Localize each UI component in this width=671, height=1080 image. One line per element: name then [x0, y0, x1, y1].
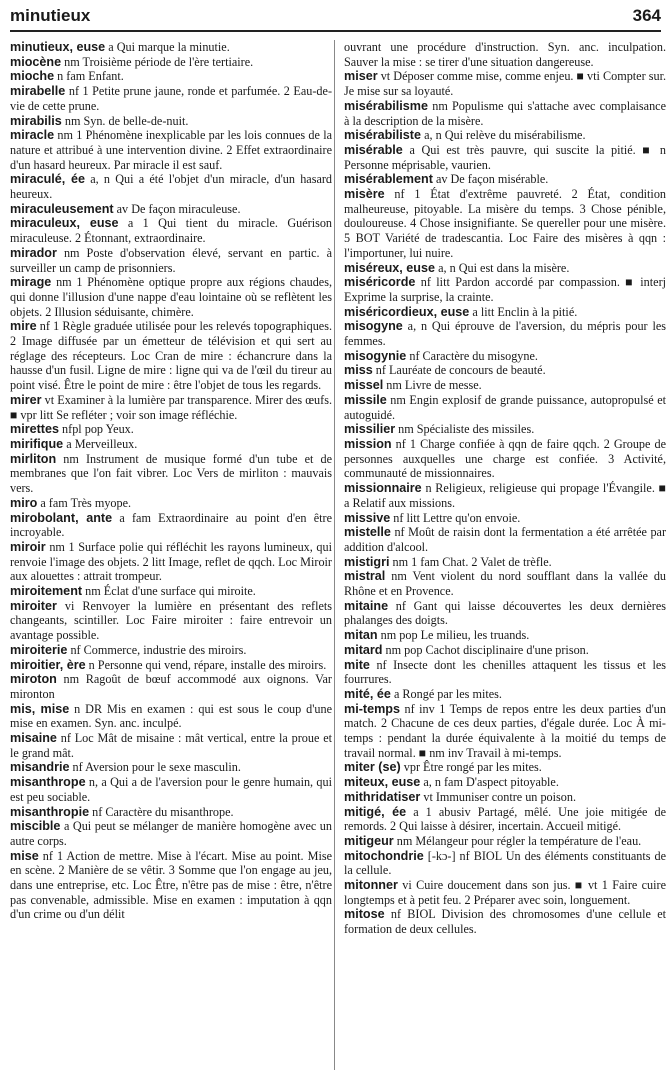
dictionary-entry — [344, 658, 666, 687]
dictionary-entry — [344, 525, 666, 554]
dictionary-entry — [344, 187, 666, 261]
dictionary-entry — [10, 540, 332, 584]
entry-definition: a fam Très myope. — [40, 495, 132, 510]
entry-headword: miraculeux, euse — [10, 216, 119, 231]
dictionary-entry — [344, 319, 666, 348]
dictionary-entry — [344, 363, 666, 378]
dictionary-entry — [10, 731, 332, 760]
entry-headword: mitose — [344, 907, 385, 922]
dictionary-entry — [10, 114, 332, 129]
entry-definition: nf 1 Action de mettre. Mise à l'écart. Mise au point. Mise en scène. 2 Manière de se vêtir. 3 Somme que l'on engage au jeu, dans une entreprise, etc. Loc Être, n'être pas de mise : être, n'être pas convenable, admissible. Mise en examen : imputation à qqn d'un crime ou d'un délit — [10, 848, 332, 922]
entry-definition: nfpl pop Yeux. — [62, 422, 134, 437]
entry-headword: mitaine — [344, 598, 389, 613]
entry-headword: miter (se) — [344, 760, 401, 775]
dictionary-entry — [10, 437, 332, 452]
dictionary-entry — [10, 511, 332, 540]
dictionary-entry — [344, 643, 666, 658]
dictionary-entry — [10, 658, 332, 673]
entry-headword: misérabilisme — [344, 98, 429, 113]
entry-headword: misaine — [10, 731, 57, 746]
entry-headword: mirage — [10, 275, 52, 290]
entry-headword: miss — [344, 363, 373, 378]
dictionary-entry — [344, 834, 666, 849]
entry-headword: mistral — [344, 569, 386, 584]
entry-headword: miraculeusement — [10, 201, 114, 216]
dictionary-entry — [344, 790, 666, 805]
entry-definition: nm Livre de messe. — [386, 378, 482, 393]
entry-definition: nm pop Le milieu, les truands. — [380, 628, 530, 643]
entry-headword: missile — [344, 392, 387, 407]
entry-definition: ouvrant une procédure d'instruction. Syn. anc. inculpation. Sauver la mise : se tirer d'une situation dangereuse. — [344, 40, 666, 69]
dictionary-entry — [344, 172, 666, 187]
dictionary-entry — [10, 40, 332, 55]
dictionary-entry — [344, 878, 666, 907]
entry-definition: a 1 abusiv Partagé, mêlé. Une joie mitigée de remords. 2 Qui laisse à désirer, incertain. Accueil mitigé. — [344, 804, 666, 834]
dictionary-entry — [10, 702, 332, 731]
entry-headword: mistigri — [344, 554, 390, 569]
entry-headword: miséreux, euse — [344, 260, 436, 275]
entry-definition: vt Déposer comme mise, comme enjeu. ■ vti Compter sur. Je mise sur sa loyauté. — [344, 69, 666, 99]
entry-definition: a, n Qui est dans la misère. — [438, 260, 570, 275]
entry-headword: mirer — [10, 392, 42, 407]
dictionary-entry — [344, 599, 666, 628]
entry-definition: nf Caractère du misanthrope. — [92, 804, 234, 819]
entry-headword: misandrie — [10, 760, 70, 775]
dictionary-entry — [344, 907, 666, 936]
entry-definition: a Qui est très pauvre, qui suscite la pitié. ■ n Personne méprisable, vaurien. — [344, 142, 666, 172]
entry-headword: miroitier, ère — [10, 657, 86, 672]
entry-definition: nm Ragoût de bœuf accommodé aux oignons. Var mironton — [10, 672, 332, 701]
dictionary-entry — [344, 393, 666, 422]
entry-headword: misogyne — [344, 319, 403, 334]
entry-headword: missilier — [344, 422, 396, 437]
entry-headword: mitochondrie — [344, 848, 424, 863]
entry-definition: av De façon miraculeuse. — [116, 201, 241, 216]
entry-definition: a Rongé par les mites. — [393, 686, 502, 701]
dictionary-entry — [10, 452, 332, 496]
entry-definition: nf Aversion pour le sexe masculin. — [72, 760, 241, 775]
entry-headword: miser — [344, 69, 378, 84]
dictionary-entry — [344, 69, 666, 98]
entry-headword: mire — [10, 319, 37, 334]
entry-definition: nm Mélangeur pour régler la température de l'eau. — [396, 833, 642, 848]
page-number: 364 — [632, 6, 661, 25]
entry-headword: mirobolant, ante — [10, 510, 113, 525]
entry-definition: n DR Mis en examen : qui est sous le coup d'une mise en examen. Syn. anc. inculpé. — [10, 701, 332, 731]
entry-headword: missel — [344, 378, 384, 393]
entry-definition: vi Cuire doucement dans son jus. ■ vt 1 Faire cuire longtemps et à petit feu. 2 Préparer avec soin, longuement. — [344, 878, 666, 907]
dictionary-entry — [10, 775, 332, 804]
entry-definition: [-kɔ-] nf BIOL Un des éléments constituants de la cellule. — [344, 848, 666, 878]
entry-definition: nf BIOL Division des chromosomes d'une cellule et formation de deux cellules. — [344, 907, 666, 937]
entry-headword: miroitement — [10, 584, 83, 599]
entry-definition: nf Gant qui laisse découvertes les deux dernières phalanges des doigts. — [344, 598, 666, 628]
entry-definition: n, a Qui a de l'aversion pour le genre humain, qui est peu sociable. — [10, 775, 332, 804]
dictionary-entry — [10, 672, 332, 701]
dictionary-entry — [10, 760, 332, 775]
dictionary-entry — [344, 437, 666, 481]
entry-headword: miroir — [10, 539, 46, 554]
entry-definition: n Religieux, religieuse qui propage l'Évangile. ■ a Relatif aux missions. — [344, 481, 666, 510]
entry-definition: nf Loc Mât de misaine : mât vertical, entre la proue et le grand mât. — [10, 731, 332, 760]
dictionary-entry — [10, 246, 332, 275]
entry-headword: mithridatiser — [344, 789, 421, 804]
dictionary-entry — [344, 702, 666, 761]
entry-definition: nf Insecte dont les chenilles attaquent les tissus et les fourrures. — [344, 657, 666, 687]
entry-headword: mi-temps — [344, 701, 400, 716]
entry-headword: miracle — [10, 128, 55, 143]
dictionary-entry — [344, 760, 666, 775]
entry-definition: nf Lauréate de concours de beauté. — [375, 363, 546, 378]
entry-headword: mirettes — [10, 422, 59, 437]
entry-headword: mitonner — [344, 878, 398, 893]
dictionary-entry — [344, 275, 666, 304]
entry-definition: nm 1 Surface polie qui réfléchit les rayons lumineux, qui renvoie l'image des objets. 2 litt Image, reflet de qqch. Loc Miroir aux alouettes : attrait trompeur. — [10, 539, 332, 584]
dictionary-entry — [344, 128, 666, 143]
entry-definition: nm Populisme qui s'attache avec complaisance à la description de la misère. — [344, 98, 666, 128]
entry-headword: miscible — [10, 819, 61, 834]
entry-headword: miocène — [10, 54, 62, 69]
page-header — [10, 6, 661, 32]
dictionary-entry — [344, 422, 666, 437]
dictionary-entry — [344, 378, 666, 393]
dictionary-entry — [10, 643, 332, 658]
entry-definition: vpr Être rongé par les mites. — [403, 760, 542, 775]
entry-definition: vt Immuniser contre un poison. — [423, 789, 577, 804]
entry-headword: miséricorde — [344, 275, 416, 290]
entry-headword: miroton — [10, 672, 57, 687]
entry-headword: missive — [344, 510, 391, 525]
entry-headword: mirabelle — [10, 84, 66, 99]
entry-definition: nm Spécialiste des missiles. — [398, 422, 535, 437]
entry-definition: a Qui peut se mélanger de manière homogène avec un autre corps. — [10, 819, 332, 848]
dictionary-entry — [10, 805, 332, 820]
entry-headword: misanthropie — [10, 804, 90, 819]
entry-definition: nm Instrument de musique formé d'un tube et de membranes que l'on fait vibrer. Loc Vers de mirliton : mauvais vers. — [10, 451, 332, 496]
dictionary-entry — [10, 819, 332, 848]
entry-definition: nf Moût de raisin dont la fermentation a été arrêtée par addition d'alcool. — [344, 525, 666, 554]
entry-headword: misérablement — [344, 172, 433, 187]
entry-headword: misogynie — [344, 348, 407, 363]
entry-headword: misère — [344, 187, 385, 202]
dictionary-entry — [344, 143, 666, 172]
entry-definition: n fam Enfant. — [57, 69, 124, 84]
entry-headword: miraculé, ée — [10, 172, 85, 187]
entry-definition: a, n Qui a été l'objet d'un miracle, d'un hasard heureux. — [10, 172, 332, 202]
entry-headword: mitan — [344, 628, 378, 643]
entry-definition: nf 1 Petite prune jaune, ronde et parfumée. 2 Eau-de-vie de cette prune. — [10, 84, 332, 113]
entry-headword: mis, mise — [10, 701, 70, 716]
dictionary-entry — [344, 628, 666, 643]
dictionary-entry — [344, 555, 666, 570]
dictionary-entry — [10, 128, 332, 172]
entry-headword: misanthrope — [10, 775, 86, 790]
entry-definition: n Personne qui vend, répare, installe des miroirs. — [88, 657, 327, 672]
entry-definition: nm Poste d'observation élevé, servant en partic. à surveiller un camp de prisonniers. — [10, 245, 332, 275]
dictionary-entry — [10, 172, 332, 201]
right-column — [344, 40, 666, 1074]
entry-headword: miteux, euse — [344, 775, 421, 790]
dictionary-entry — [344, 305, 666, 320]
dictionary-entry — [10, 202, 332, 217]
dictionary-entry — [344, 569, 666, 598]
dictionary-entry — [344, 511, 666, 526]
entry-definition: a, n Qui relève du misérabilisme. — [424, 128, 586, 143]
entry-definition: a, n fam D'aspect pitoyable. — [423, 775, 559, 790]
entry-definition: nm 1 fam Chat. 2 Valet de trèfle. — [392, 554, 552, 569]
entry-headword: mitigé, ée — [344, 804, 407, 819]
entry-headword: mirabilis — [10, 113, 62, 128]
dictionary-entry — [10, 393, 332, 422]
entry-definition: vt Examiner à la lumière par transparence. Mirer des œufs. ■ vpr litt Se refléter ; voir son image réfléchie. — [10, 392, 332, 422]
entry-headword: mite — [344, 657, 370, 672]
entry-definition: a fam Extraordinaire au point d'en être incroyable. — [10, 510, 332, 540]
entry-definition: a Qui marque la minutie. — [108, 40, 230, 54]
entry-headword: mistelle — [344, 525, 391, 540]
dictionary-entry — [10, 69, 332, 84]
entry-definition: a 1 Qui tient du miracle. Guérison miraculeuse. 2 Étonnant, extraordinaire. — [10, 216, 332, 246]
running-headword: minutieux — [10, 6, 91, 25]
entry-definition: nf litt Lettre qu'on envoie. — [393, 510, 521, 525]
dictionary-entry — [10, 319, 332, 393]
dictionary-entry — [344, 849, 666, 878]
entry-headword: missionnaire — [344, 481, 422, 496]
dictionary-entry — [344, 775, 666, 790]
dictionary-entry — [10, 422, 332, 437]
dictionary-entry — [10, 496, 332, 511]
dictionary-entry — [344, 40, 666, 69]
entry-headword: mité, ée — [344, 686, 391, 701]
entry-definition: nm pop Cachot disciplinaire d'une prison. — [385, 642, 589, 657]
entry-headword: misérabiliste — [344, 128, 422, 143]
dictionary-entry — [344, 805, 666, 834]
entry-headword: mirliton — [10, 451, 57, 466]
entry-definition: nf litt Pardon accordé par compassion. ■ interj Exprime la surprise, la crainte. — [344, 275, 666, 304]
entry-headword: miroiterie — [10, 642, 68, 657]
entry-headword: miro — [10, 495, 38, 510]
dictionary-entry — [344, 349, 666, 364]
dictionary-entry — [344, 261, 666, 276]
entry-headword: mise — [10, 848, 39, 863]
entry-headword: mitard — [344, 642, 383, 657]
entry-definition: nm 1 Phénomène inexplicable par les lois connues de la nature et attribué à une intervention divine. 2 Effet extraordinaire d'un hasard heureux. Par miracle il est sauf. — [10, 128, 332, 172]
dictionary-entry — [10, 216, 332, 245]
entry-definition: nf inv 1 Temps de repos entre les deux parties d'un match. 2 Chacune de ces deux parties, d'égale durée. Loc À mi-temps : pendant la durée équivalente à la moitié du temps de travail normal. ■ nm inv Travail à mi-temps. — [344, 701, 666, 760]
dictionary-entry — [10, 55, 332, 70]
dictionary-entry — [344, 687, 666, 702]
entry-definition: nf 1 Charge confiée à qqn de faire qqch. 2 Groupe de personnes auxquelles une charge est confiée. 3 Activité, communauté de missionnaires. — [344, 436, 666, 481]
dictionary-entry — [344, 99, 666, 128]
entry-headword: miséricordieux, euse — [344, 304, 470, 319]
entry-headword: mioche — [10, 69, 55, 84]
entry-definition: nm Syn. de belle-de-nuit. — [64, 113, 189, 128]
entry-headword: mitigeur — [344, 833, 394, 848]
dictionary-entry — [344, 481, 666, 510]
entry-definition: nm Troisième période de l'ère tertiaire. — [64, 54, 254, 69]
left-column — [10, 40, 332, 1074]
entry-definition: av De façon misérable. — [435, 172, 549, 187]
entry-headword: minutieux, euse — [10, 40, 106, 54]
entry-definition: a, n Qui éprouve de l'aversion, du mépris pour les femmes. — [344, 319, 666, 349]
entry-definition: nm Engin explosif de grande puissance, autopropulsé et autoguidé. — [344, 392, 666, 422]
entry-headword: mission — [344, 436, 392, 451]
entry-definition: nf 1 État d'extrême pauvreté. 2 État, condition malheureuse, pitoyable. La misère du temps. 3 Chose pénible, douloureuse. 4 Chose insignifiante. Se quereller pour une misère. 5 BOT Variété de tradescantia. Loc Faire des misères à qqn : l'importuner, lui nuire. — [344, 187, 666, 260]
dictionary-entry — [10, 599, 332, 643]
entry-headword: misérable — [344, 142, 403, 157]
entry-definition: nm Éclat d'une surface qui miroite. — [85, 584, 256, 599]
dictionary-entry — [10, 84, 332, 113]
entry-headword: mirador — [10, 245, 57, 260]
entry-definition: nm Vent violent du nord soufflant dans la vallée du Rhône et en Provence. — [344, 569, 666, 599]
entry-definition: nf 1 Règle graduée utilisée pour les relevés topographiques. 2 Image diffusée par un émetteur de télévision et qui sert au réglage des récepteurs. Loc Cran de mire : échancrure dans la hausse d'un fusil. Ligne de mire : ligne qui va de l'œil du tireur au point visé. Être le point de mire : être l'objet de tous les regards. — [10, 319, 332, 393]
entry-definition: vi Renvoyer la lumière en présentant des reflets changeants, scintiller. Loc Faire miroiter : faire entrevoir un avantage possible. — [10, 598, 332, 643]
dictionary-entry — [10, 275, 332, 319]
entry-definition: a Merveilleux. — [66, 436, 138, 451]
dictionary-entry — [10, 584, 332, 599]
dictionary-entry — [10, 849, 332, 923]
entry-definition: nm 1 Phénomène optique propre aux régions chaudes, qui donne l'illusion d'une nappe d'eau lointaine où se reflètent les objets. 2 Illusion séduisante, chimère. — [10, 275, 332, 319]
entry-definition: nf Commerce, industrie des miroirs. — [70, 642, 247, 657]
entry-definition: nf Caractère du misogyne. — [409, 348, 538, 363]
entry-headword: mirifique — [10, 436, 64, 451]
column-divider — [334, 40, 335, 1070]
entry-headword: miroiter — [10, 598, 57, 613]
entry-definition: a litt Enclin à la pitié. — [472, 304, 578, 319]
